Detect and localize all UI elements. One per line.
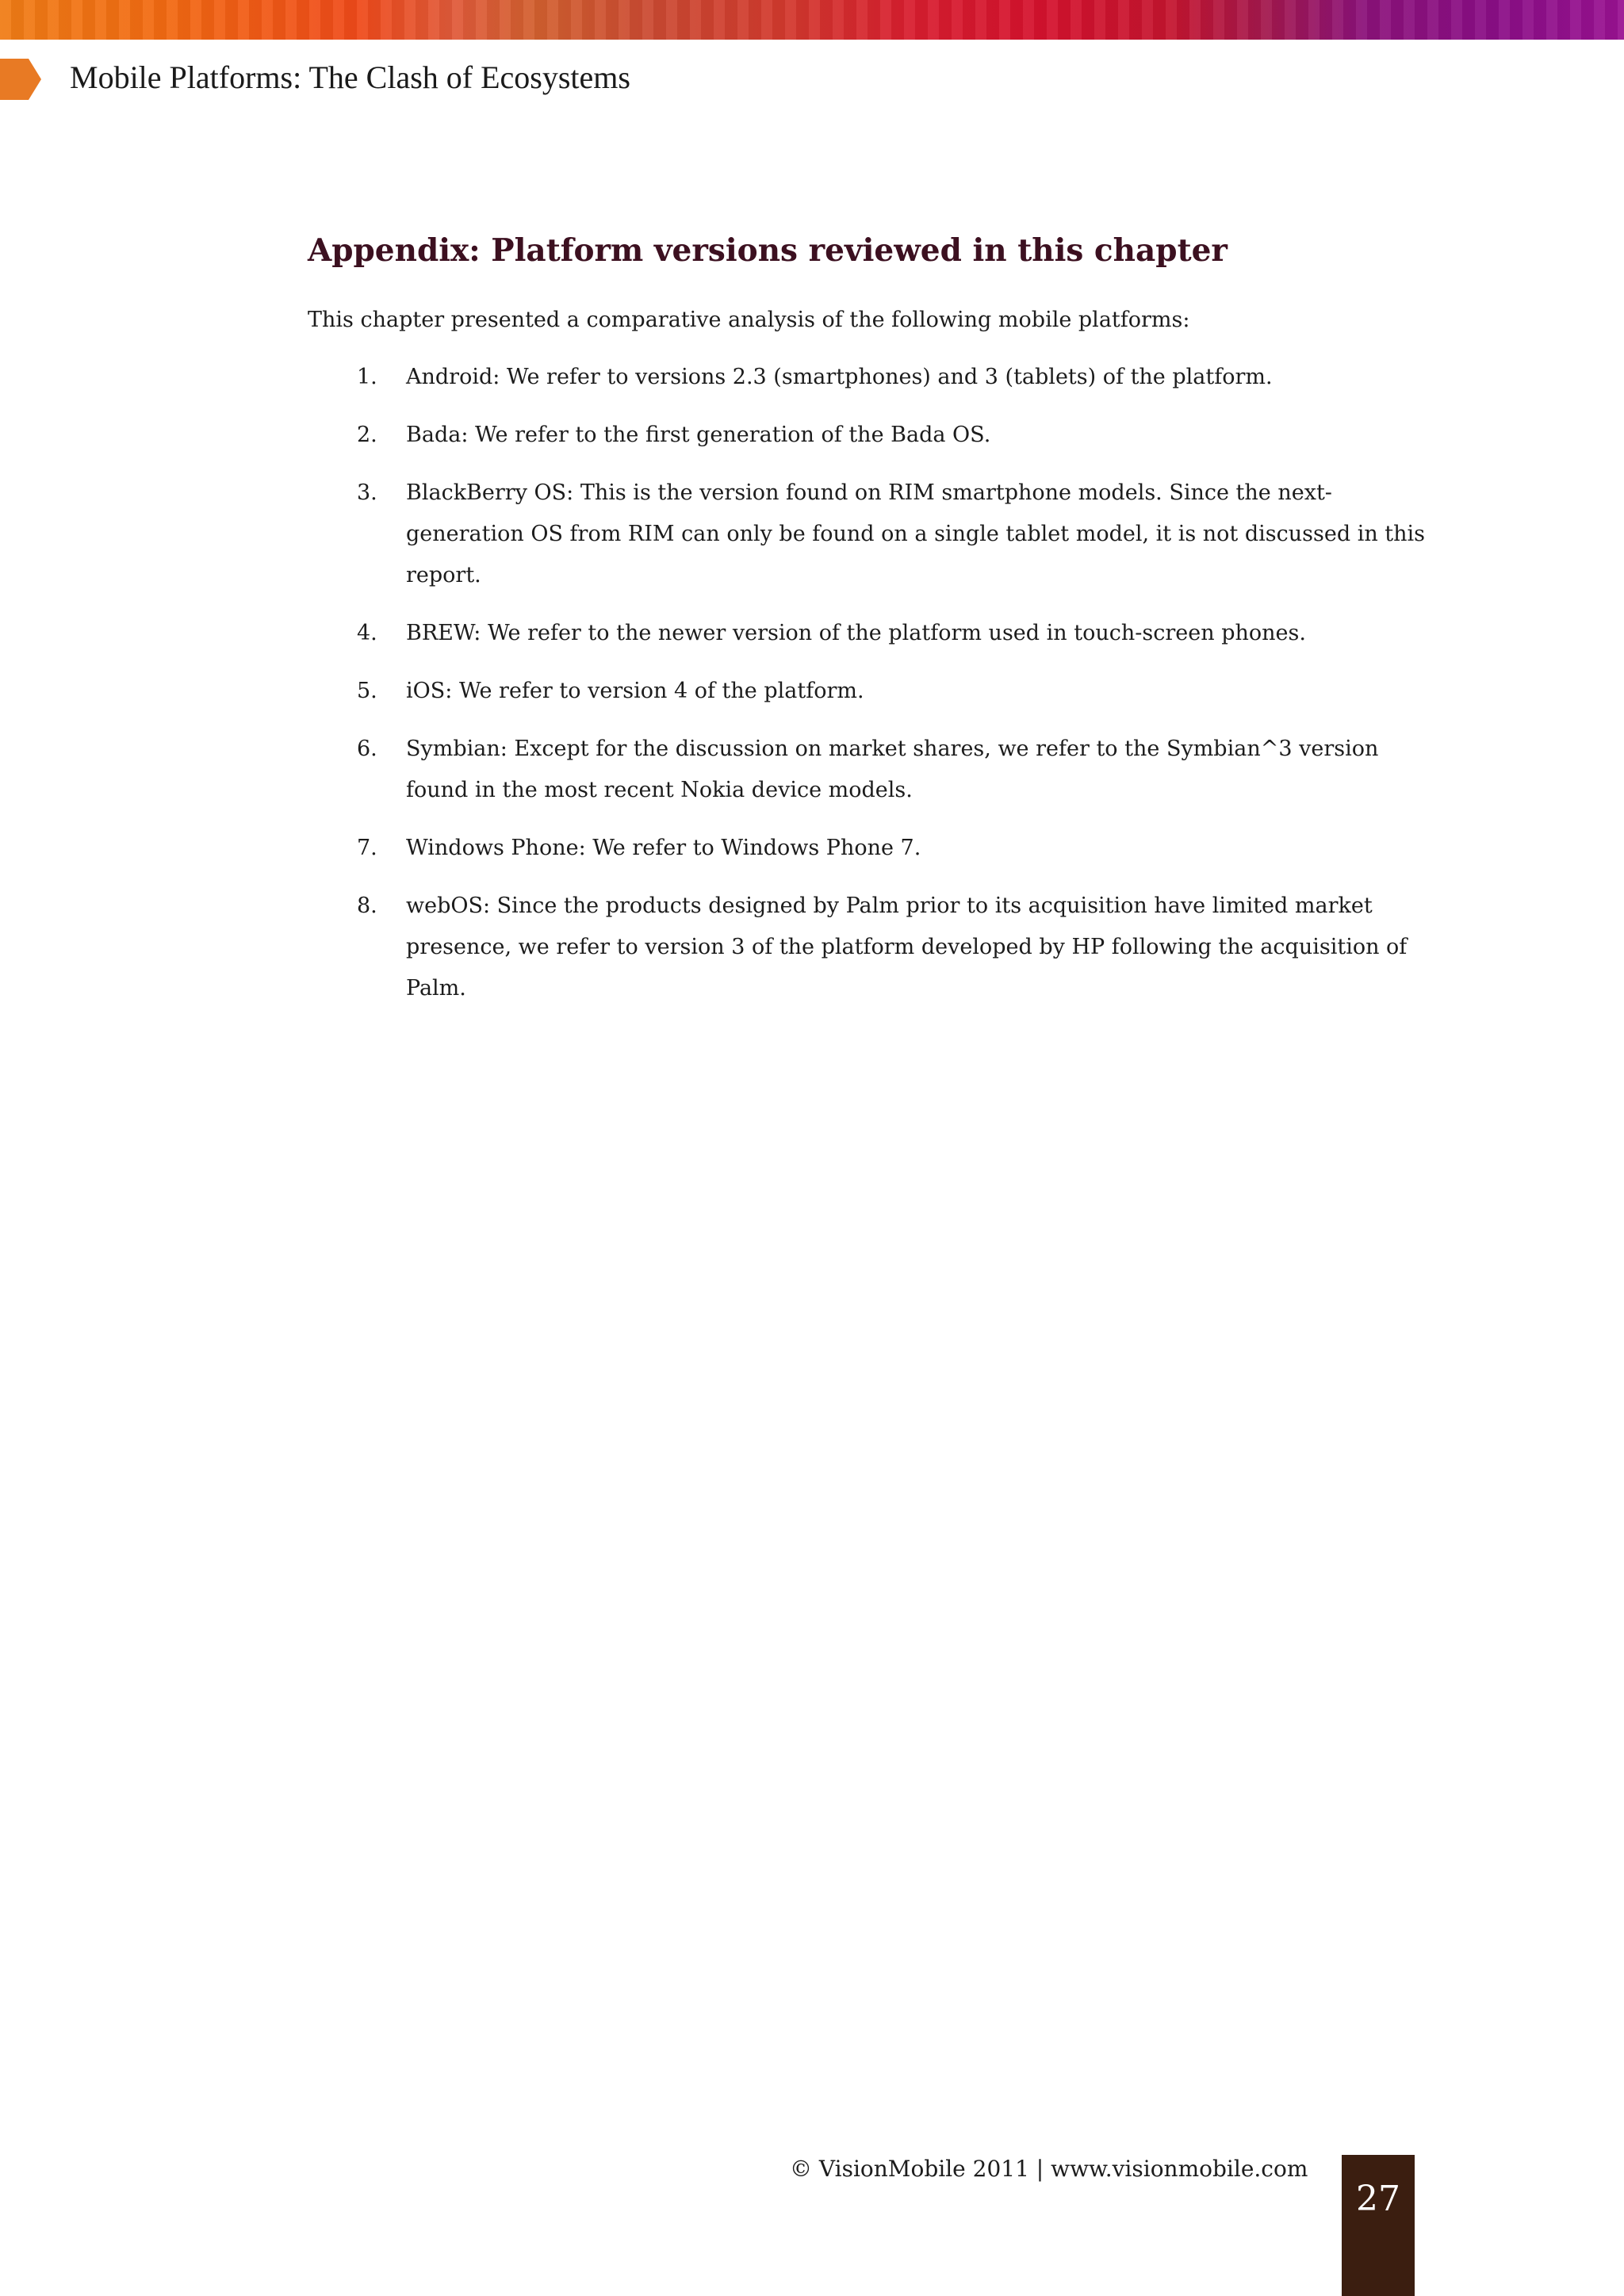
list-item-number: 7. [357,836,377,860]
list-item-text: webOS: Since the products designed by Palm prior to its acquisition have limited market presence, we refer to version 3 of the platform developed by HP following the acquisition of Palm. [406,894,1408,1001]
list-item [308,729,1434,811]
list-item [308,671,1434,712]
list-item-text: Android: We refer to versions 2.3 (smartphones) and 3 (tablets) of the platform. [406,365,1273,389]
list-item-number: 2. [357,423,377,447]
list-item-text: BREW: We refer to the newer version of the platform used in touch-screen phones. [406,621,1306,645]
page-number-box [1342,2155,1415,2296]
footer-copyright: © VisionMobile 2011 | www.visionmobile.com [790,2156,1308,2182]
list-item [308,473,1434,596]
list-item-text: Windows Phone: We refer to Windows Phone 7. [406,836,921,860]
list-item [308,886,1434,1009]
list-item [308,415,1434,456]
list-item-text: BlackBerry OS: This is the version found on RIM smartphone models. Since the next-generation OS from RIM can only be found on a single tablet model, it is not discussed in this report. [406,480,1426,587]
running-header-title: Mobile Platforms: The Clash of Ecosystems [70,59,630,95]
list-item-number: 5. [357,679,377,703]
list-item [308,357,1434,398]
list-item-text: Bada: We refer to the first generation of the Bada OS. [406,423,991,447]
section-heading: Appendix: Platform versions reviewed in this chapter [308,232,1228,269]
orange-arrow-marker-icon [0,59,41,100]
platform-version-list [308,357,1434,1009]
list-item-text: iOS: We refer to version 4 of the platform. [406,679,864,703]
list-item [308,613,1434,654]
page-number: 27 [1356,2179,1400,2219]
top-color-band [0,0,1624,40]
intro-paragraph: This chapter presented a comparative analysis of the following mobile platforms: [308,308,1190,332]
list-item-number: 4. [357,621,377,645]
list-item-text: Symbian: Except for the discussion on market shares, we refer to the Symbian^3 version found in the most recent Nokia device models. [406,737,1379,802]
list-item [308,828,1434,869]
list-item-number: 6. [357,737,377,761]
list-item-number: 8. [357,894,377,918]
main-content [308,225,1434,1026]
list-item-number: 3. [357,480,377,505]
list-item-number: 1. [357,365,377,389]
